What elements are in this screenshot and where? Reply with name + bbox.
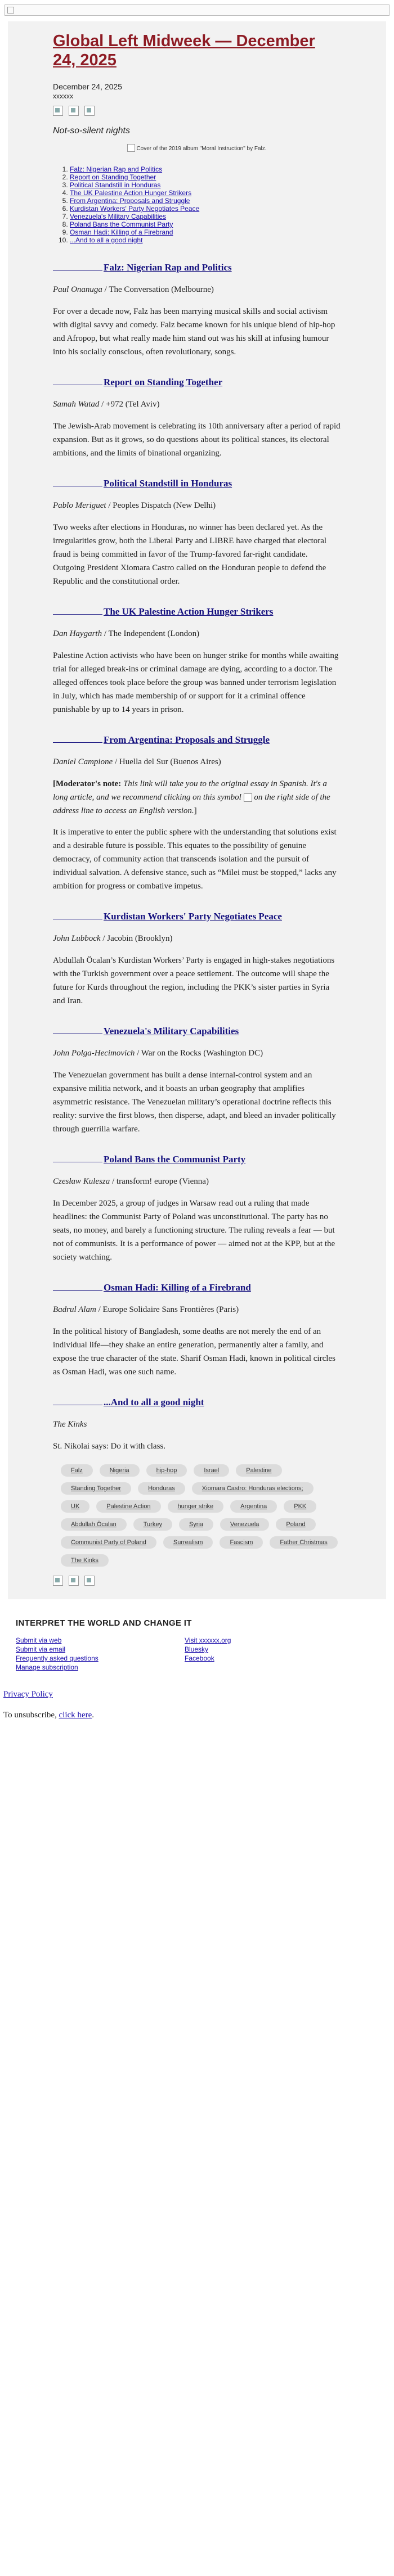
cover-image: [53, 144, 341, 152]
toc-item: [70, 173, 341, 181]
story-author: Paul Onanuga: [53, 285, 102, 294]
toc-link[interactable]: Venezuela's Military Capabilities: [70, 213, 167, 220]
story-good-night: [53, 1396, 341, 1453]
story-headline-text: Falz: Nigerian Rap and Politics: [104, 262, 232, 273]
story-argentina: [53, 733, 341, 893]
toc-link[interactable]: From Argentina: Proposals and Struggle: [70, 197, 190, 205]
story-body: Abdullah Öcalan’s Kurdistan Workers’ Party is engaged in high-stakes negotiations with the Turkish government over a peace settlement. The outcome will shape the future for Kurds throughout the region, including the PKK’s sister parties in Syria and Iran.: [53, 956, 335, 1005]
story-source: / Huella del Sur (Buenos Aires): [113, 757, 221, 766]
issue-code: xxxxxx: [53, 92, 73, 100]
story-body: The Jewish-Arab movement is celebrating its 10th anniversary after a period of rapid expansion. But as it grows, so do questions about its political stances, its electoral ambitions, and the limits of binational organizing.: [53, 422, 341, 458]
share-email-icon[interactable]: [53, 106, 63, 116]
footer-heading: INTERPRET THE WORLD AND CHANGE IT: [16, 1618, 192, 1628]
tag-list: [61, 1464, 341, 1567]
tag-pill[interactable]: Nigeria: [100, 1464, 140, 1477]
story-headline-text: ...And to all a good night: [104, 1397, 204, 1407]
tag-pill[interactable]: UK: [61, 1500, 89, 1513]
story-source: / The Conversation (Melbourne): [102, 285, 214, 294]
headline-rule: [53, 614, 102, 615]
moderator-note-label: [Moderator's note:: [53, 779, 122, 788]
legal-section: [0, 1677, 394, 1736]
tag-pill[interactable]: Father Christmas: [270, 1536, 337, 1549]
story-body: St. Nikolai says: Do it with class.: [53, 1442, 165, 1451]
story-headline-text: The UK Palestine Action Hunger Strikers: [104, 606, 274, 617]
tag-pill[interactable]: The Kinks: [61, 1554, 109, 1567]
story-headline: [53, 1396, 341, 1409]
story-headline: [53, 733, 341, 747]
story-author: John Polga-Hecimovich: [53, 1049, 135, 1058]
story-source: / Jacobin (Brooklyn): [100, 934, 173, 943]
story-headline-link[interactable]: [53, 1154, 245, 1165]
footer-col-left: [16, 1636, 185, 1672]
cover-caption: Cover of the 2019 album "Moral Instruction" by Falz.: [136, 146, 267, 152]
story-body: For over a decade now, Falz has been marrying musical skills and social activism with digital savvy and comedy. Falz became known for his unique blend of hip-hop and Afropop, but what really made him stand out was his skill at infusing humour into his socially conscious, often revolutionary, songs.: [53, 307, 335, 357]
story-source: / transform! europe (Vienna): [110, 1177, 209, 1186]
story-headline: [53, 1153, 341, 1166]
toc-item: [70, 165, 341, 173]
story-headline-link[interactable]: [53, 911, 282, 922]
footer-link-faq[interactable]: Frequently asked questions: [16, 1654, 98, 1662]
toc-link[interactable]: Kurdistan Workers' Party Negotiates Peace: [70, 205, 200, 213]
table-of-contents: [53, 165, 341, 244]
story-headline-text: Political Standstill in Honduras: [104, 478, 232, 489]
story-headline-link[interactable]: [53, 1026, 239, 1036]
story-byline: [53, 932, 341, 945]
story-byline: [53, 1303, 341, 1316]
story-headline: [53, 376, 341, 389]
tag-pill[interactable]: Falz: [61, 1464, 93, 1477]
story-author: Dan Haygarth: [53, 629, 102, 638]
toc-link[interactable]: Osman Hadi: Killing of a Firebrand: [70, 228, 173, 236]
story-author: Badrul Alam: [53, 1305, 96, 1314]
tag-pill[interactable]: Honduras: [138, 1482, 185, 1495]
broken-image-icon: [7, 7, 14, 13]
story-author: John Lubbock: [53, 934, 101, 943]
story-body: The Venezuelan government has built a dense internal-control system and an expansive militia network, and it boasts an urban geography that amplifies asymmetric resistance. The Venezuelan military’s operational doctrine reflects this reality: survive the first blows, then disperse, adapt, and bleed an invader politically through guerrilla warfare.: [53, 1071, 336, 1134]
story-headline-text: From Argentina: Proposals and Struggle: [104, 734, 270, 745]
footer-col-right: [185, 1636, 353, 1672]
header-banner-image: [5, 4, 389, 16]
tag-pill[interactable]: Poland: [276, 1518, 315, 1531]
footer-link-bluesky[interactable]: Bluesky: [185, 1645, 209, 1653]
footer-link-visit-site[interactable]: Visit xxxxxx.org: [185, 1636, 231, 1644]
tag-pill[interactable]: hunger strike: [168, 1500, 224, 1513]
footer-link-submit-email[interactable]: Submit via email: [16, 1645, 66, 1653]
story-source: / +972 (Tel Aviv): [99, 400, 160, 409]
story-headline-link[interactable]: [53, 734, 270, 745]
story-body: In the political history of Bangladesh, some deaths are not merely the end of an individual life—they shake an entire generation, permanently alter a family, and expose the true character of the state. Sharif Osman Hadi, known in political circles as Osman Hadi, was one such name.: [53, 1327, 335, 1377]
unsubscribe-prefix: To unsubscribe,: [3, 1711, 59, 1720]
issue-subtitle: Not-so-silent nights: [53, 126, 130, 136]
share-bluesky-icon[interactable]: [84, 1576, 95, 1586]
story-headline: [53, 477, 341, 490]
moderator-note-text: This link will take you to the original essay in Spanish. It's a long article, and we recommend clicking on this symbol: [53, 779, 327, 802]
tag-pill[interactable]: hip-hop: [146, 1464, 187, 1477]
tag-pill[interactable]: Standing Together: [61, 1482, 131, 1495]
story-author: Czesław Kulesza: [53, 1177, 110, 1186]
unsubscribe-suffix: .: [92, 1711, 94, 1720]
story-author: Pablo Meriguet: [53, 501, 106, 510]
toc-item: [70, 213, 341, 220]
story-headline-text: Venezuela's Military Capabilities: [104, 1026, 239, 1036]
share-icons-bottom: [53, 1576, 341, 1586]
toc-item: [70, 181, 341, 189]
story-headline-link[interactable]: [53, 606, 273, 617]
story-byline: [53, 398, 341, 410]
story-headline: [53, 261, 341, 274]
privacy-line: [3, 1690, 394, 1699]
footer: [0, 1599, 394, 1677]
footer-link-submit-web[interactable]: Submit via web: [16, 1636, 62, 1644]
unsubscribe-line: [3, 1711, 394, 1720]
headline-rule: [53, 1290, 102, 1291]
story-body: In December 2025, a group of judges in Warsaw read out a ruling that made headlines: the Communist Party of Poland was unconstitutional. The party has no seats, no money, and barely a functioning structure. The ruling reveals a fear — but not of communists. It is a performance of power — aimed not at the KPP, but at the society watching.: [53, 1199, 335, 1262]
tag-pill[interactable]: Venezuela: [220, 1518, 269, 1531]
story-source: / Europe Solidaire Sans Frontières (Paris): [96, 1305, 239, 1314]
translate-icon: [244, 793, 252, 802]
story-source: / War on the Rocks (Washington DC): [135, 1049, 263, 1058]
tag-pill[interactable]: Turkey: [133, 1518, 172, 1531]
story-pkk: [53, 910, 341, 1008]
story-body: It is imperative to enter the public sphere with the understanding that solutions exist and a desirable future is possible. This equates to the possibility of genuine democracy, of community action that transcends isolation and the pursuit of individual salvation. A defensive stance, such as “Milei must be stopped,” lacks any ambition for progress or combative impetus.: [53, 828, 337, 891]
story-poland: [53, 1153, 341, 1264]
story-headline-link[interactable]: [53, 1282, 251, 1293]
tag-pill[interactable]: Surrealism: [163, 1536, 213, 1549]
story-palestine-action: [53, 605, 341, 716]
tag-pill[interactable]: Xiomara Castro: Honduras elections;: [192, 1482, 314, 1495]
story-author: Samah Watad: [53, 400, 100, 409]
toc-link[interactable]: Falz: Nigerian Rap and Politics: [70, 165, 163, 173]
story-headline-link[interactable]: [53, 1397, 204, 1407]
story-headline-text: Report on Standing Together: [104, 377, 223, 387]
story-byline: [53, 1175, 341, 1188]
story-byline: [53, 283, 341, 296]
tag-pill[interactable]: Communist Party of Poland: [61, 1536, 156, 1549]
story-body: Palestine Action activists who have been on hunger strike for months while awaiting trial for alleged break-ins or criminal damage are dying, according to a doctor. The alleged offences took place before the group was banned under terrorism legislation in July, which has made membership of or support for it a criminal offence punishable by up to 14 years in prison.: [53, 651, 339, 714]
story-body: Two weeks after elections in Honduras, no winner has been declared yet. As the irregularities grow, both the Liberal Party and LIBRE have charged that electoral fraud is being committed in favor of the Trump-favored far-right candidate. Outgoing President Xiomara Castro called on the Honduran people to defend the Republic and the constitutional order.: [53, 523, 327, 586]
story-honduras: [53, 477, 341, 588]
toc-link[interactable]: Poland Bans the Communist Party: [70, 220, 173, 228]
tag-pill[interactable]: Argentina: [230, 1500, 277, 1513]
story-byline: [53, 628, 341, 640]
story-standing-together: [53, 376, 341, 460]
toc-link[interactable]: Report on Standing Together: [70, 173, 156, 181]
toc-item: [70, 205, 341, 213]
share-facebook-icon[interactable]: [69, 106, 79, 116]
story-byline: [53, 499, 341, 512]
footer-links: [16, 1636, 394, 1672]
toc-item: [70, 228, 341, 236]
story-author: The Kinks: [53, 1420, 87, 1429]
tag-pill[interactable]: PKK: [284, 1500, 316, 1513]
story-osman-hadi: [53, 1281, 341, 1379]
tag-pill[interactable]: Abdullah Öcalan: [61, 1518, 127, 1531]
page-title: [53, 31, 341, 70]
tag-pill[interactable]: Palestine: [236, 1464, 281, 1477]
story-headline-text: Poland Bans the Communist Party: [104, 1154, 246, 1165]
toc-item: [70, 189, 341, 197]
headline-rule: [53, 742, 102, 743]
story-author: Daniel Campione: [53, 757, 113, 766]
story-headline: [53, 605, 341, 619]
story-source: / The Independent (London): [102, 629, 200, 638]
toc-link[interactable]: The UK Palestine Action Hunger Strikers: [70, 189, 192, 197]
newsletter-card: [8, 21, 386, 1599]
share-email-icon[interactable]: [53, 1576, 63, 1586]
story-headline-link[interactable]: [53, 478, 232, 489]
share-icons-top: [53, 106, 341, 116]
story-headline-text: Kurdistan Workers' Party Negotiates Peace: [104, 911, 282, 922]
tag-pill[interactable]: Fascism: [220, 1536, 263, 1549]
story-headline-link[interactable]: [53, 377, 222, 387]
tag-pill[interactable]: Israel: [194, 1464, 229, 1477]
story-headline-link[interactable]: [53, 262, 232, 273]
share-bluesky-icon[interactable]: [84, 106, 95, 116]
privacy-policy-link[interactable]: Privacy Policy: [3, 1690, 53, 1699]
title-link[interactable]: Global Left Midweek — December 24, 2025: [53, 32, 315, 69]
story-venezuela: [53, 1025, 341, 1136]
issue-date: December 24, 2025: [53, 82, 122, 91]
tag-pill[interactable]: Palestine Action: [96, 1500, 160, 1513]
toc-item: [70, 220, 341, 228]
toc-item: [70, 236, 341, 244]
toc-link[interactable]: ...And to all a good night: [70, 236, 143, 244]
story-headline: [53, 1025, 341, 1038]
tag-pill[interactable]: Syria: [179, 1518, 213, 1531]
moderator-note-close: ]: [194, 806, 197, 815]
footer-link-facebook[interactable]: Facebook: [185, 1654, 214, 1662]
story-headline: [53, 1281, 341, 1294]
footer-link-manage-subscription[interactable]: Manage subscription: [16, 1663, 78, 1671]
album-cover-image-icon: [127, 144, 135, 152]
moderator-note-text-end: on the right side of the address line to access an English version.: [53, 793, 330, 815]
moderator-note: [53, 777, 341, 818]
story-byline: [53, 1047, 341, 1059]
story-byline: [53, 1418, 341, 1431]
story-headline-text: Osman Hadi: Killing of a Firebrand: [104, 1282, 251, 1293]
toc-link[interactable]: Political Standstill in Honduras: [70, 181, 161, 189]
share-facebook-icon[interactable]: [69, 1576, 79, 1586]
unsubscribe-link[interactable]: click here: [59, 1711, 92, 1720]
story-headline: [53, 910, 341, 923]
story-falz: [53, 261, 341, 359]
toc-item: [70, 197, 341, 205]
story-byline: [53, 756, 341, 768]
story-source: / Peoples Dispatch (New Delhi): [106, 501, 216, 510]
